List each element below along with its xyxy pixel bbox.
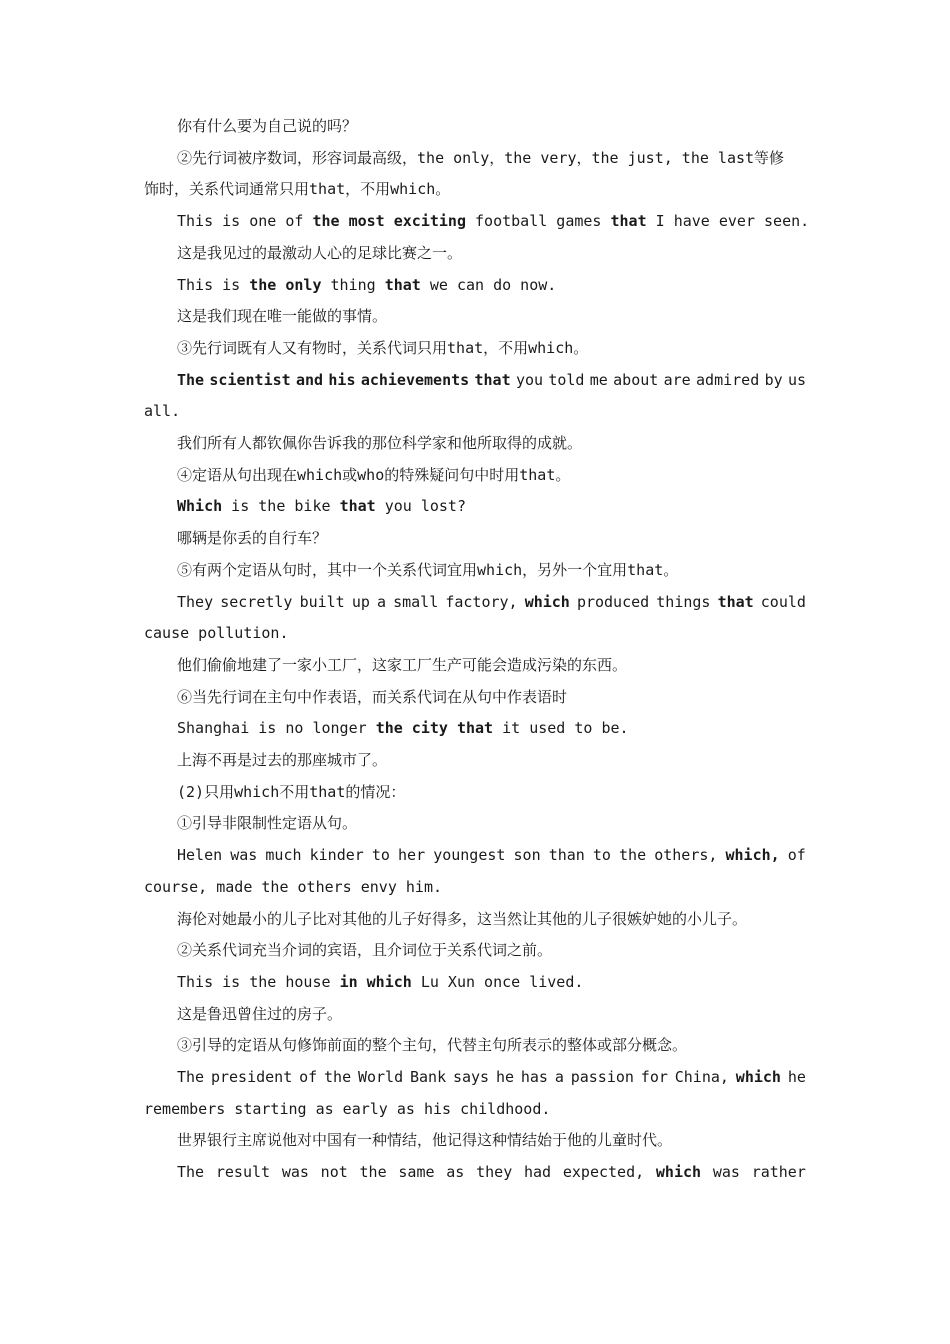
word: The [177,1068,205,1086]
word: he [787,1068,806,1086]
text-segment: ①引导非限制性定语从句。 [177,814,358,833]
word: to [371,846,390,865]
word: had [524,1163,552,1182]
word: you [515,370,544,389]
bold-text: in which [339,972,412,991]
text-line [177,655,627,675]
bold-text: Which [177,497,223,516]
text-segment: 我们所有人都钦佩你告诉我的那位科学家和他所取得的成就。 [177,434,583,452]
word: rather [751,1163,806,1182]
text-line [177,1067,806,1087]
text-segment: 他们偷偷地建了一家小工厂，这家工厂生产可能会造成污染的东西。 [177,655,628,674]
word: told [548,370,585,389]
text-line [177,1130,672,1150]
bold-word: and [296,370,324,389]
word: kinder [309,846,364,865]
bold-word: that [474,370,511,389]
word: They [177,592,214,611]
word: passion [570,1068,634,1086]
text-segment: This is the house [177,972,340,991]
bold-word: which [524,592,570,611]
word: says [452,1068,490,1086]
text-segment: is the bike [222,497,340,516]
word: us [787,370,806,389]
text-segment: we can do now. [420,275,557,294]
text-line [177,782,405,802]
word: a [376,592,386,611]
text-line [177,560,678,580]
bold-text: that [610,212,647,231]
text-line [177,465,570,485]
word: much [265,846,302,865]
word: than [548,846,585,865]
text-segment: 这是鲁迅曾住过的房子。 [177,1004,343,1023]
text-line [177,909,747,929]
text-segment: 这是我见过的最激动人心的足球比赛之一。 [177,243,463,262]
bold-text: that [339,497,376,516]
word: secretly [220,592,293,611]
word: by [764,370,783,389]
text-segment: you lost? [375,497,466,516]
word: they [476,1163,513,1182]
text-segment: 饰时，关系代词通常只用that，不用which。 [144,180,451,199]
text-line [177,592,806,612]
text-segment: football games [466,212,611,231]
word: president [210,1068,293,1086]
word: son [513,846,541,865]
word: China, [674,1068,729,1086]
bold-word: his [328,370,356,389]
text-line [177,211,809,231]
word: not [320,1163,348,1182]
word: a [554,1068,564,1086]
word: result [215,1163,271,1182]
text-line [177,306,387,326]
word: could [760,592,806,611]
text-line [144,179,450,199]
text-segment: remembers starting as early as his childhood. [144,1099,551,1118]
bold-text: that [384,275,421,294]
word: me [589,370,608,389]
text-segment: course, made the others envy him. [144,877,443,896]
bold-word: which [735,1068,781,1086]
text-segment: 你有什么要为自己说的吗？ [177,117,358,135]
text-line [177,496,466,516]
text-line [177,1035,687,1055]
text-segment: Shanghai is no longer [177,719,376,738]
text-line [177,338,588,358]
text-line [144,401,180,421]
word: to [592,846,611,865]
text-segment: all. [144,402,181,421]
text-line [177,1004,342,1024]
text-line [177,275,556,295]
bold-text: the city that [375,719,494,738]
word: same [398,1163,435,1182]
text-segment: This is one of [177,212,313,231]
bold-word: which [655,1163,702,1182]
text-line [177,813,357,833]
word: he [495,1068,515,1086]
text-line [144,1099,550,1119]
word: about [613,370,659,389]
text-line [177,370,806,390]
word: the [324,1068,352,1086]
text-segment: ⑤有两个定语从句时，其中一个关系代词宜用which，另外一个宜用that。 [177,560,679,579]
word: of [787,846,806,865]
text-segment: cause pollution. [144,624,289,643]
text-line [177,750,387,770]
text-line [144,877,442,897]
word: for [640,1068,668,1086]
text-segment: Lu Xun once lived. [411,972,584,991]
text-segment: 世界银行主席说他对中国有一种情结，他记得这种情结始于他的儿童时代。 [177,1131,673,1150]
word: factory, [445,592,518,611]
word: built [299,592,345,611]
text-segment: ⑥当先行词在主句中作表语，而关系代词在从句中作表语时 [177,687,568,706]
text-segment: (2)只用which不用that的情况： [177,782,406,801]
word: her [398,846,426,865]
text-line [177,687,567,707]
word: up [351,592,370,611]
bold-word: that [717,592,754,611]
text-segment: it used to be. [493,719,629,738]
word: Helen [177,846,223,865]
text-segment: 海伦对她最小的儿子比对其他的儿子好得多，这当然让其他的儿子很嫉妒她的小儿子。 [177,909,748,928]
text-line [144,623,289,643]
text-line [177,845,806,865]
word: the [619,846,647,865]
text-segment: 这是我们现在唯一能做的事情。 [177,307,388,326]
text-line [177,243,462,263]
text-line [177,972,583,992]
text-segment: ②先行词被序数词，形容词最高级，the only，the very，the just, the last等修 [177,148,785,167]
word: was [712,1163,740,1182]
text-line [177,433,582,453]
bold-word: The [177,370,205,389]
text-segment: I have ever seen. [646,212,810,231]
word: admired [696,370,760,389]
text-segment: This is [177,275,250,294]
text-segment: 上海不再是过去的那座城市了。 [177,751,388,769]
word: produced [576,592,650,611]
text-line [177,1162,806,1182]
bold-text: the most exciting [312,212,466,231]
word: things [656,592,711,611]
text-segment: 哪辆是你丢的自行车？ [177,529,328,548]
word: as [446,1163,465,1182]
word: Bank [409,1068,447,1086]
word: expected, [562,1163,645,1182]
word: was [281,1163,309,1182]
bold-word: which, [725,846,780,865]
word: World [357,1068,404,1086]
text-line [177,116,357,136]
word: was [230,846,258,865]
text-line [177,148,784,168]
word: of [299,1068,318,1086]
word: others, [654,846,718,865]
text-segment: ④定语从句出现在which或who的特殊疑问句中时用that。 [177,465,571,484]
bold-word: scientist [209,370,291,389]
word: small [393,592,439,611]
word: youngest [433,846,506,865]
text-segment: ③引导的定语从句修饰前面的整个主句，代替主句所表示的整体或部分概念。 [177,1036,688,1055]
text-line [177,528,327,548]
bold-word: achievements [360,370,470,389]
word: are [663,370,691,389]
bold-text: the only [249,275,322,294]
text-line [177,718,629,738]
text-line [177,940,552,960]
text-segment: ③先行词既有人又有物时，关系代词只用that，不用which。 [177,338,589,357]
word: The [177,1163,205,1182]
text-segment: ②关系代词充当介词的宾语，且介词位于关系代词之前。 [177,941,553,960]
word: the [359,1163,387,1182]
word: has [520,1068,548,1086]
text-segment: thing [321,275,385,294]
